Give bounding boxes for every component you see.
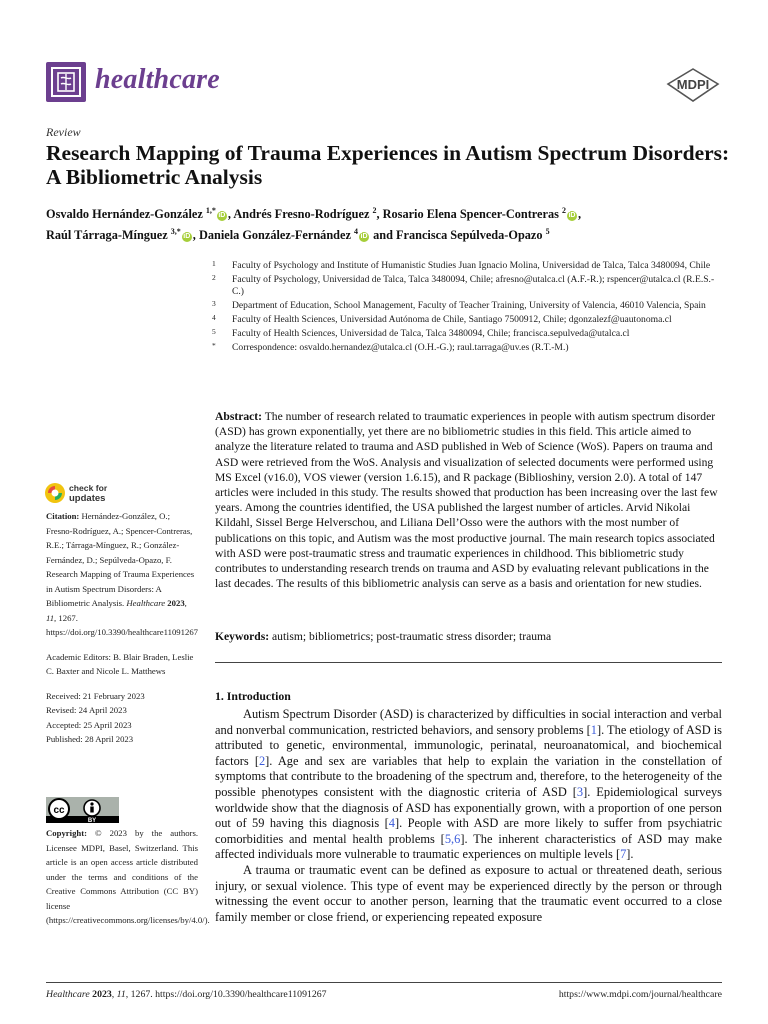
mdpi-logo-icon [666,68,720,102]
citation-journal: Healthcare [126,598,166,608]
citation-year: 2023 [167,598,185,608]
journal-logo-icon [46,62,86,102]
footer-citation: Healthcare 2023, 11, 1267. https://doi.org/10.3390/healthcare11091267 [46,989,327,1000]
reference-link[interactable]: 1 [590,722,597,737]
intro-text-segment: ]. People with ASD are more likely to suffer from psychiatric comorbidities and mental health problems [ [215,816,722,846]
author-name: Francisca Sepúlveda-Opazo [396,228,543,243]
citation-block: Citation: Hernández-González, O.; Fresno-Rodríguez, A.; Spencer-Contreras, R.E.; Tárraga-Mínguez, R.; González-Fernández, D.; Sepúlveda-Opazo, F. Research Mapping of Trauma Experiences in Autism Spectrum Disorders: A Bibliometric Analysis. Healthcare 2023, 11, 1267. https://doi.org/10.3390/healthcare11091267 [46,511,199,637]
footer-doi[interactable]: , 1267. https://doi.org/10.3390/healthcare11091267 [125,989,327,1000]
author-name: Andrés Fresno-Rodríguez [233,207,370,222]
affiliation-text: Department of Education, School Management, Faculty of Teacher Training, University of Valencia, 46010 Valencia, Spain [232,300,706,312]
author-separator: and [370,228,396,243]
reference-link[interactable]: 3 [576,784,584,799]
author-name: Osvaldo Hernández-González [46,207,203,222]
affiliation-text: Correspondence: osvaldo.hernandez@utalca.cl (O.H.-G.); raul.tarraga@uv.es (R.T.-M.) [232,342,569,354]
abstract-label: Abstract: [215,410,263,423]
author-separator: , [577,207,582,222]
affiliation-mark: 2 [212,273,216,282]
affiliation-item [212,314,722,326]
footer-journal-url[interactable]: https://www.mdpi.com/journal/healthcare [558,989,722,1000]
orcid-icon[interactable]: iD [183,233,191,241]
intro-paragraph-1 [215,707,722,863]
reference-link[interactable]: 2 [258,753,266,768]
journal-name: healthcare [95,64,220,95]
date-accepted: Accepted: 25 April 2023 [46,719,132,730]
introduction-body [215,707,722,925]
affiliation-mark: * [212,341,216,351]
affiliation-text: Faculty of Health Sciences, Universidad Autónoma de Chile, Santiago 7500912, Chile; dgonzalezf@uautonoma.cl [232,314,672,326]
article-title: Research Mapping of Trauma Experiences in Autism Spectrum Disorders: A Bibliometric Analysis [46,141,730,189]
author-affiliation-mark: 5 [545,227,550,237]
copyright-text: © 2023 by the authors. Licensee MDPI, Basel, Switzerland. This article is an open access article distributed under the terms and conditions of the Creative Commons Attribution (CC BY) license (https://creativecommons.org/licenses/by/4.0/). [46,828,210,925]
orcid-icon[interactable]: iD [360,233,368,241]
affiliation-text: Faculty of Psychology, Universidad de Talca, Talca 3480094, Chile; afresno@utalca.cl (A.F.-R.); rspencer@utalca.cl (R.E.S.-C.) [232,274,715,298]
reference-link[interactable]: 5,6 [444,831,461,846]
affiliation-mark: 3 [212,299,216,309]
intro-text-segment: ]. Age and sex are variables that help to explain the variation in the constellation of symptoms that contribute to the broadening of the spectrum and, therefore, to the heterogeneity of the possible phenotypes consistent with the diagnostic criteria of ASD [ [215,753,723,799]
affiliation-mark: 4 [212,313,216,323]
intro-text-segment: ]. The inherent characteristics of ASD may make affected individuals more vulnerable to traumatic experiences on multiple levels [ [215,831,722,862]
author-separator: , [376,207,383,222]
academic-editors: Academic Editors: B. Blair Braden, Leslie C. Baxter and Nicole L. Matthews [46,651,194,676]
intro-text-segment: ]. The etiology of ASD is attributed to genetic, environmental, immunologic, perinatal, neuroanatomical, and biochemical factors [ [215,722,723,768]
affiliation-mark: 5 [212,327,216,337]
citation-volume: 11 [46,612,55,623]
copyright-notice [46,826,210,928]
author-list [46,202,736,244]
copyright-label: Copyright: [46,828,88,838]
keywords-label: Keywords: [215,630,270,643]
affiliation-item [212,342,722,354]
author-affiliation-mark: 2 [372,206,377,215]
sidebar-metadata [46,509,198,747]
check-for-updates-icon[interactable] [44,482,66,504]
cc-text: cc [53,805,65,816]
author-name: Raúl Tárraga-Mínguez [46,228,168,243]
check-line1: check for [69,483,108,493]
citation-text: Hernández-González, O.; Fresno-Rodríguez, A.; Spencer-Contreras, R.E.; Tárraga-Mínguez, R.; González-Fernández, D.; Sepúlveda-Opazo, F. Research Mapping of Trauma Experiences in Autism Spectrum Disorders: A Bibliometric Analysis. [46,511,195,608]
affiliation-mark: 1 [212,259,216,268]
reference-link[interactable]: 7 [620,847,627,862]
abstract-text: The number of research related to traumatic experiences in people with autism spectrum disorder (ASD) has grown exponentially, yet there are no bibliometric studies in this field. This article aimed to analyze the literature related to trauma and ASD published in Web of Science (WoS). Papers on trauma and ASD were retrieved from the WoS. Analysis and visualization of selected documents were performed using MS Excel (v16.0), VOS viewer (version 1.6.15), and R package (Biblioshiny, version 2.0). A total of 147 articles were included in this study. The results showed that production has been increasing over the last few years. Among the countries identified, the USA published the largest number of articles. Arvid Nikolai Kildahl, Sissel Berge Helverschou, and Liliana Dell’Osso were the authors with the most number of publications on this topic, and Autism was the most productive journal. The main research topics associated with ASD were post-traumatic stress and traumatic experiences in childhood. This bibliometric study contributes to understanding research trends on trauma and ASD by evaluating relevant publications in the last decades. The results of this bibliometric analysis can serve as a basis and orientation for new studies. [215,410,718,591]
citation-doi-link[interactable]: , 1267. https://doi.org/10.3390/healthcare11091267 [46,612,199,637]
date-published: Published: 28 April 2023 [46,734,134,744]
check-line2: updates [69,492,106,504]
orcid-icon[interactable]: iD [218,212,226,220]
author-separator: , [227,207,234,222]
article-type: Review [46,125,81,139]
date-received: Received: 21 February 2023 [46,690,145,701]
author-affiliation-mark: 4 [354,227,359,237]
author-separator: , [192,228,199,243]
citation-label: Citation: [46,511,80,521]
date-revised: Revised: 24 April 2023 [46,705,127,715]
orcid-icon[interactable]: iD [568,212,576,220]
keywords-text: autism; bibliometrics; post-traumatic stress disorder; trauma [272,630,552,643]
affiliation-item [212,260,722,272]
author-name: Rosario Elena Spencer-Contreras [382,207,559,222]
footer-journal: Healthcare [46,989,90,1000]
author-affiliation-mark: 2 [561,206,566,215]
author-name: Daniela González-Fernández [198,228,351,243]
author-affiliation-mark: 1,* [205,206,216,215]
keywords [215,629,722,644]
affiliation-item [212,328,722,340]
intro-text-segment: ]. [626,847,634,862]
affiliations [212,260,722,356]
author-affiliation-mark: 3,* [170,227,181,237]
mdpi-logo-text: MDPI [676,77,710,92]
section-heading-introduction: 1. Introduction [215,689,291,703]
affiliation-item [212,274,722,298]
affiliation-item [212,300,722,312]
intro-text-segment: Autism Spectrum Disorder (ASD) is characterized by difficulties in social interaction and verbal and nonverbal communication, restricted behaviors, and sensory problems [ [215,707,722,737]
footer-volume: 11 [116,989,126,1000]
reference-link[interactable]: 4 [388,816,395,831]
intro-paragraph-2: A trauma or traumatic event can be defined as exposure to actual or threatened death, serious injury, or sexual violence. This type of event may be experienced directly by the person or through witnessing the event occur to another person, learning that the traumatic event occurred to a close family member or close friend, or experiencing repeated exposure [215,862,722,924]
by-text: BY [87,818,97,823]
affiliation-text: Faculty of Psychology and Institute of Humanistic Studies Juan Ignacio Molina, Universidad de Talca, Talca 3480094, Chile [232,260,711,271]
abstract [215,409,722,591]
affiliation-text: Faculty of Health Sciences, Universidad de Talca, Talca 3480094, Chile; francisca.sepulveda@utalca.cl [232,328,630,340]
check-for-updates-link[interactable] [69,484,107,503]
footer-year: 2023 [92,989,112,1000]
footer-divider [46,982,722,983]
section-divider [215,662,722,663]
cc-by-license-icon[interactable] [46,797,119,823]
intro-text-segment: ]. Epidemiological surveys worldwide show that the diagnosis of ASD has exponentially grown, with a proportion of one person out of 59 having this diagnosis [ [215,784,723,831]
